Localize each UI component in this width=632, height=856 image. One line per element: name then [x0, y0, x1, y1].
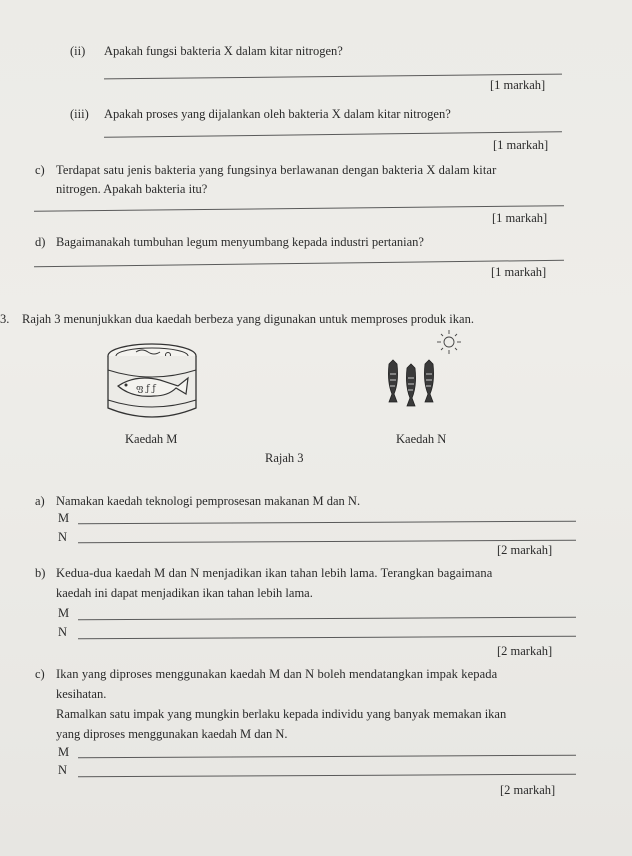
q-d-marks: [1 markah]: [491, 265, 547, 279]
q3c-number: c): [35, 667, 45, 681]
can-label-text: ფ ƒ ƒ: [136, 384, 156, 394]
q-c-line2: nitrogen. Apakah bakteria itu?: [56, 182, 208, 196]
q3a-label-m: M: [58, 511, 70, 525]
kaedah-m-label: Kaedah M: [125, 432, 178, 446]
q-d-answer-line[interactable]: [34, 260, 564, 267]
q-ii-text: Apakah fungsi bakteria X dalam kitar nitrogen?: [104, 44, 343, 58]
q3c-marks: [2 markah]: [500, 783, 556, 797]
kaedah-n-label: Kaedah N: [396, 432, 447, 446]
q-d-text: Bagaimanakah tumbuhan legum menyumbang kepada industri pertanian?: [56, 235, 424, 249]
q3b-line2: kaedah ini dapat menjadikan ikan tahan lebih lama.: [56, 586, 313, 600]
q3b-number: b): [35, 566, 46, 580]
q3b-answer-line-n[interactable]: [78, 636, 576, 640]
q3c-line3: Ramalkan satu impak yang mungkin berlaku kepada individu yang banyak memakan ikan: [56, 707, 507, 721]
q-iii-number: (iii): [70, 107, 89, 121]
q-c-answer-line[interactable]: [34, 205, 564, 212]
q3a-marks: [2 markah]: [497, 543, 553, 557]
q3b-answer-line-m[interactable]: [78, 617, 576, 621]
q3c-line4: yang diproses menggunakan kaedah M dan N.: [56, 727, 288, 741]
q-c-marks: [1 markah]: [492, 211, 548, 225]
dried-fish-illustration: [377, 322, 467, 417]
q-c-number: c): [35, 163, 45, 177]
q-ii-number: (ii): [70, 44, 86, 58]
q3a-answer-line-m[interactable]: [78, 521, 576, 525]
q3a-label-n: N: [58, 530, 68, 544]
q3b-label-n: N: [58, 625, 68, 639]
q3c-line2: kesihatan.: [56, 687, 107, 701]
q3c-label-m: M: [58, 745, 70, 759]
q3-number: 3.: [0, 312, 10, 326]
q3c-answer-line-n[interactable]: [78, 774, 576, 778]
canned-fish-illustration: [102, 340, 202, 430]
q-c-line1: Terdapat satu jenis bakteria yang fungsinya berlawanan dengan bakteria X dalam kitar: [56, 163, 497, 177]
q3-intro: Rajah 3 menunjukkan dua kaedah berbeza yang digunakan untuk memproses produk ikan.: [22, 312, 474, 326]
q-ii-marks: [1 markah]: [490, 78, 546, 92]
q3b-line1: Kedua-dua kaedah M dan N menjadikan ikan tahan lebih lama. Terangkan bagaimana: [56, 566, 493, 580]
figure-caption: Rajah 3: [265, 451, 304, 465]
q-iii-answer-line[interactable]: [104, 131, 562, 138]
q3b-label-m: M: [58, 606, 70, 620]
q-iii-text: Apakah proses yang dijalankan oleh bakteria X dalam kitar nitrogen?: [104, 107, 451, 121]
q-d-number: d): [35, 235, 46, 249]
sun-icon: [437, 330, 461, 354]
q3c-line1: Ikan yang diproses menggunakan kaedah M dan N boleh mendatangkan impak kepada: [56, 667, 498, 681]
q-iii-marks: [1 markah]: [493, 138, 549, 152]
q3b-marks: [2 markah]: [497, 644, 553, 658]
q3a-text: Namakan kaedah teknologi pemprosesan makanan M dan N.: [56, 494, 361, 508]
q3a-number: a): [35, 494, 45, 508]
q3c-answer-line-m[interactable]: [78, 755, 576, 759]
q3c-label-n: N: [58, 763, 68, 777]
